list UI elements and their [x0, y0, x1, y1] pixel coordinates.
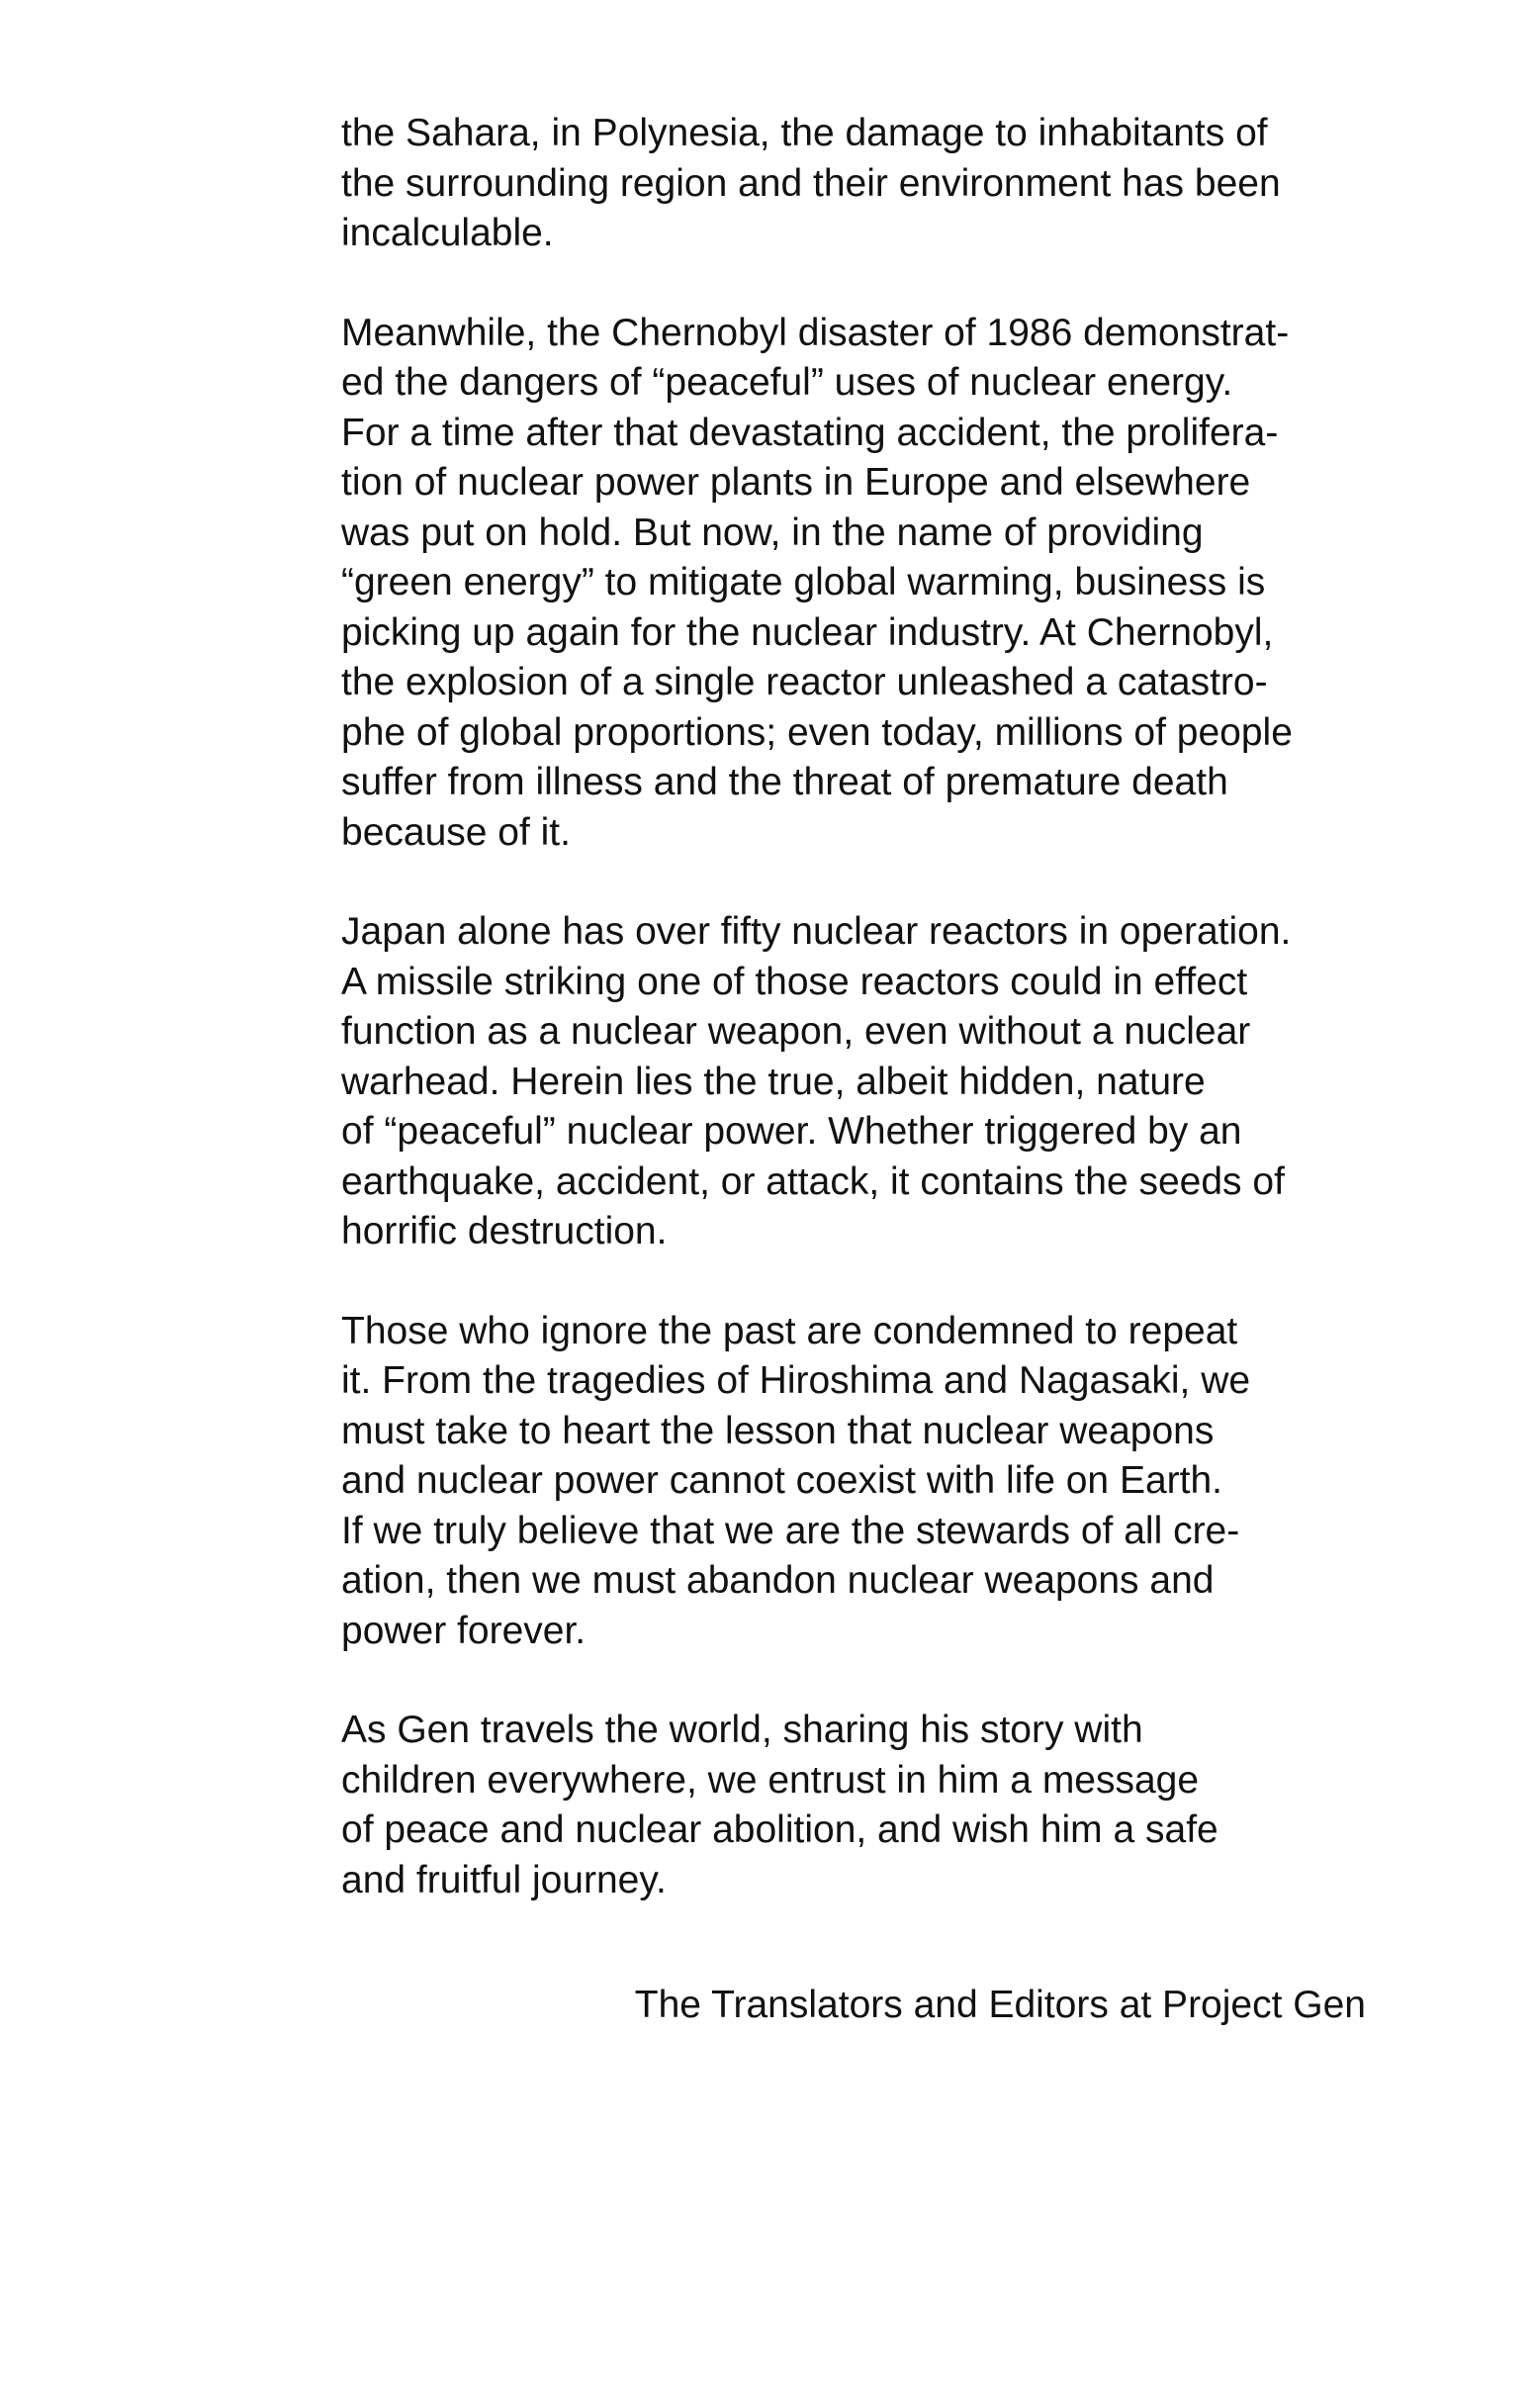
signature-line: The Translators and Editors at Project Gen: [634, 1984, 1366, 2026]
text-line: Those who ignore the past are condemned to repeat: [341, 1309, 1238, 1352]
text-line: If we truly believe that we are the stewards of all cre-: [341, 1509, 1240, 1552]
text-line: and fruitful journey.: [341, 1858, 667, 1901]
text-line: warhead. Herein lies the true, albeit hidden, nature: [341, 1060, 1206, 1103]
text-line: the explosion of a single reactor unleashed a catastro-: [341, 661, 1268, 703]
paragraph-2: [341, 309, 1370, 859]
text-line: For a time after that devastating accident, the prolifera-: [341, 411, 1279, 454]
paragraph-3: [341, 907, 1370, 1257]
text-line: of peace and nuclear abolition, and wish him a safe: [341, 1808, 1218, 1851]
text-line: phe of global proportions; even today, millions of people: [341, 710, 1293, 754]
paragraph-1: [341, 109, 1370, 259]
text-line: of “peaceful” nuclear power. Whether triggered by an: [341, 1110, 1242, 1153]
text-line: the Sahara, in Polynesia, the damage to inhabitants of: [341, 112, 1268, 154]
text-line: power forever.: [341, 1609, 586, 1652]
text-line: was put on hold. But now, in the name of providing: [341, 510, 1204, 554]
text-line: earthquake, accident, or attack, it contains the seeds of: [341, 1159, 1285, 1203]
text-line: and nuclear power cannot coexist with life on Earth.: [341, 1459, 1223, 1502]
paragraph-4: [341, 1307, 1370, 1657]
text-line: function as a nuclear weapon, even without a nuclear: [341, 1010, 1251, 1053]
text-line: Japan alone has over fifty nuclear reactors in operation.: [341, 910, 1292, 953]
text-line: it. From the tragedies of Hiroshima and Nagasaki, we: [341, 1359, 1251, 1402]
text-line: ation, then we must abandon nuclear weapons and: [341, 1559, 1215, 1602]
text-line: the surrounding region and their environment has been: [341, 161, 1281, 205]
text-line: must take to heart the lesson that nuclear weapons: [341, 1409, 1215, 1452]
text-line: horrific destruction.: [341, 1210, 668, 1252]
text-line: Meanwhile, the Chernobyl disaster of 1986 demonstrat-: [341, 311, 1290, 354]
text-line: incalculable.: [341, 212, 554, 254]
text-line: As Gen travels the world, sharing his story with: [341, 1709, 1143, 1751]
text-line: “green energy” to mitigate global warming, business is: [341, 561, 1266, 603]
text-line: tion of nuclear power plants in Europe and elsewhere: [341, 461, 1251, 504]
text-line: picking up again for the nuclear industry. At Chernobyl,: [341, 610, 1274, 654]
body-text: [341, 109, 1370, 1955]
text-line: children everywhere, we entrust in him a message: [341, 1758, 1200, 1802]
paragraph-5: [341, 1706, 1370, 1905]
text-line: suffer from illness and the threat of premature death: [341, 761, 1228, 803]
text-line: because of it.: [341, 810, 571, 854]
text-line: A missile striking one of those reactors could in effect: [341, 960, 1248, 1003]
text-line: ed the dangers of “peaceful” uses of nuclear energy.: [341, 361, 1233, 404]
